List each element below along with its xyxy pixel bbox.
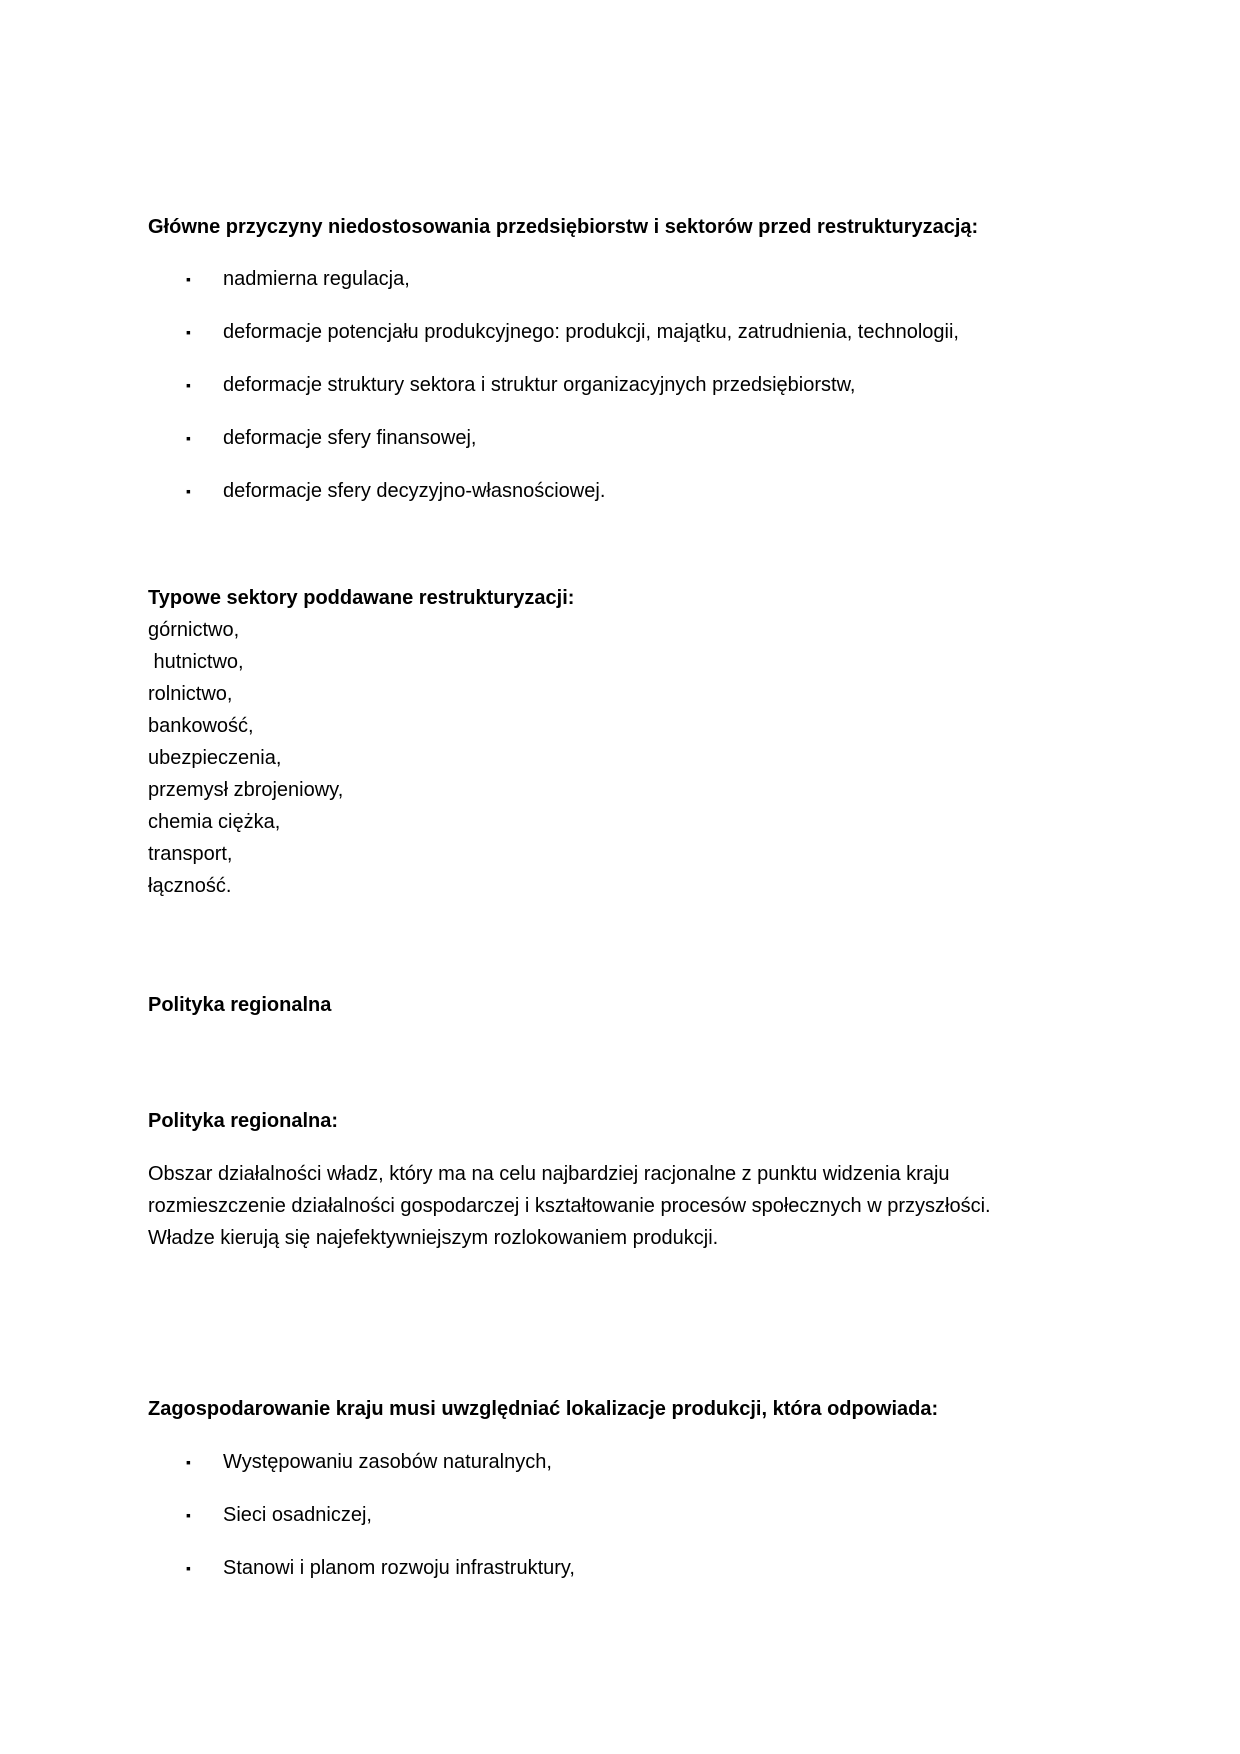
bullet-icon: ▪ <box>186 271 191 287</box>
bullet-icon: ▪ <box>186 1560 191 1576</box>
sector-item: hutnictwo, <box>148 651 244 673</box>
list-item <box>186 316 959 348</box>
list-item <box>186 1499 372 1531</box>
list-item <box>186 263 410 295</box>
section-heading-land-development: Zagospodarowanie kraju musi uwzględniać lokalizacje produkcji, która odpowiada: <box>148 1398 939 1420</box>
bullet-icon: ▪ <box>186 377 191 393</box>
list-item-text: Sieci osadniczej, <box>223 1504 372 1526</box>
paragraph-line: Władze kierują się najefektywniejszym rozlokowaniem produkcji. <box>148 1227 719 1249</box>
list-item <box>186 369 855 401</box>
section-heading-sectors: Typowe sektory poddawane restrukturyzacji: <box>148 587 575 609</box>
paragraph-line: Obszar działalności władz, który ma na celu najbardziej racjonalne z punktu widzenia kraju <box>148 1163 950 1185</box>
section-heading-regional-policy-definition: Polityka regionalna: <box>148 1110 339 1132</box>
list-item <box>186 1446 552 1478</box>
paragraph-line: rozmieszczenie działalności gospodarczej i kształtowanie procesów społecznych w przyszłości. <box>148 1195 991 1217</box>
list-item-text: Stanowi i planom rozwoju infrastruktury, <box>223 1557 575 1579</box>
bullet-icon: ▪ <box>186 1454 191 1470</box>
sector-item: łączność. <box>148 875 232 897</box>
list-item-text: deformacje sfery decyzyjno-własnościowej. <box>223 480 606 502</box>
section-heading-causes: Główne przyczyny niedostosowania przedsiębiorstw i sektorów przed restrukturyzacją: <box>148 216 979 238</box>
list-item <box>186 475 605 507</box>
list-item-text: nadmierna regulacja, <box>223 268 410 290</box>
sector-item: ubezpieczenia, <box>148 747 282 769</box>
sector-item: chemia ciężka, <box>148 811 281 833</box>
list-item-text: deformacje struktury sektora i struktur organizacyjnych przedsiębiorstw, <box>223 374 856 396</box>
list-item <box>186 1552 575 1584</box>
bullet-icon: ▪ <box>186 483 191 499</box>
list-item-text: Występowaniu zasobów naturalnych, <box>223 1451 552 1473</box>
sector-item: bankowość, <box>148 715 254 737</box>
bullet-icon: ▪ <box>186 430 191 446</box>
sector-item: przemysł zbrojeniowy, <box>148 779 344 801</box>
list-item-text: deformacje sfery finansowej, <box>223 427 477 449</box>
section-heading-regional-policy: Polityka regionalna <box>148 994 332 1016</box>
bullet-icon: ▪ <box>186 324 191 340</box>
sector-item: górnictwo, <box>148 619 240 641</box>
bullet-icon: ▪ <box>186 1507 191 1523</box>
list-item <box>186 422 476 454</box>
list-item-text: deformacje potencjału produkcyjnego: produkcji, majątku, zatrudnienia, technologii, <box>223 321 959 343</box>
sector-item: transport, <box>148 843 233 865</box>
sector-item: rolnictwo, <box>148 683 233 705</box>
